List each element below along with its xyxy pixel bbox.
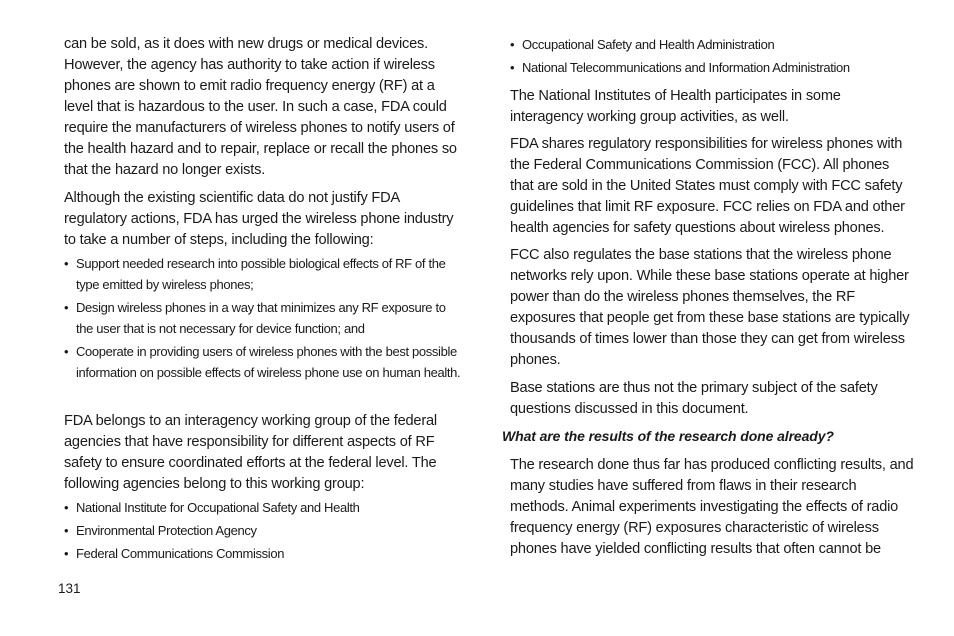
- bullet-marker: •: [64, 344, 69, 359]
- paragraph: FDA belongs to an interagency working group of the federal agencies that have responsibility for different aspects of RF safety to ensure coordinated efforts at the federal level. The following agencies belong to this working group:: [64, 413, 437, 492]
- section-heading: What are the results of the research done already?: [502, 428, 834, 444]
- bullet-marker: •: [64, 500, 69, 515]
- list-item-text: Environmental Protection Agency: [76, 523, 257, 538]
- list-item-text: National Telecommunications and Information Administration: [522, 60, 850, 75]
- agency-list-continued: [510, 34, 914, 78]
- paragraph: The National Institutes of Health participates in some interagency working group activities, as well.: [510, 88, 841, 125]
- bullet-marker: •: [64, 300, 69, 315]
- list-item: [64, 297, 464, 339]
- list-item-text: Support needed research into possible biological effects of RF of the type emitted by wireless phones;: [76, 256, 446, 292]
- bullet-marker: •: [510, 60, 515, 75]
- paragraph: Base stations are thus not the primary subject of the safety questions discussed in this document.: [510, 380, 878, 417]
- list-item: [64, 341, 464, 383]
- list-item: [64, 520, 464, 541]
- bullet-marker: •: [64, 256, 69, 271]
- paragraph: The research done thus far has produced conflicting results, and many studies have suffered from flaws in their research methods. Animal experiments investigating the effects of radio frequency energy (RF) exposures characteristic of wireless phones have yielded conflicting results that often cannot be: [510, 457, 914, 557]
- paragraph: Although the existing scientific data do not justify FDA regulatory actions, FDA has urged the wireless phone industry to take a number of steps, including the following:: [64, 190, 454, 248]
- list-item: [64, 543, 464, 564]
- bullet-marker: •: [510, 37, 515, 52]
- bullet-marker: •: [64, 523, 69, 538]
- list-item: [64, 497, 464, 518]
- list-item: [510, 34, 914, 55]
- page-number: 131: [58, 581, 81, 596]
- steps-list: [64, 253, 464, 383]
- paragraph: FCC also regulates the base stations that the wireless phone networks rely upon. While these base stations operate at higher power than do the wireless phones themselves, the RF exposures that people get from these base stations are typically thousands of times lower than those they can get from wireless phones.: [510, 247, 910, 368]
- paragraph: FDA shares regulatory responsibilities for wireless phones with the Federal Communications Commission (FCC). All phones that are sold in the United States must comply with FCC safety guidelines that limit RF exposure. FCC relies on FDA and other health agencies for safety questions about wireless phones.: [510, 136, 905, 236]
- list-item: [64, 253, 464, 295]
- list-item-text: Occupational Safety and Health Administration: [522, 37, 775, 52]
- list-item-text: Design wireless phones in a way that minimizes any RF exposure to the user that is not necessary for device function; and: [76, 300, 446, 336]
- list-item-text: Cooperate in providing users of wireless phones with the best possible information on possible effects of wireless phone use on human health.: [76, 344, 461, 380]
- list-item-text: Federal Communications Commission: [76, 546, 285, 561]
- list-item: [510, 57, 914, 78]
- paragraph: can be sold, as it does with new drugs or medical devices. However, the agency has authority to take action if wireless phones are shown to emit radio frequency energy (RF) at a level that is hazardous to the user. In such a case, FDA could require the manufacturers of wireless phones to notify users of the health hazard and to repair, replace or recall the phones so that the hazard no longer exists.: [64, 36, 457, 178]
- bullet-marker: •: [64, 546, 69, 561]
- agency-list: [64, 497, 464, 564]
- list-item-text: National Institute for Occupational Safety and Health: [76, 500, 360, 515]
